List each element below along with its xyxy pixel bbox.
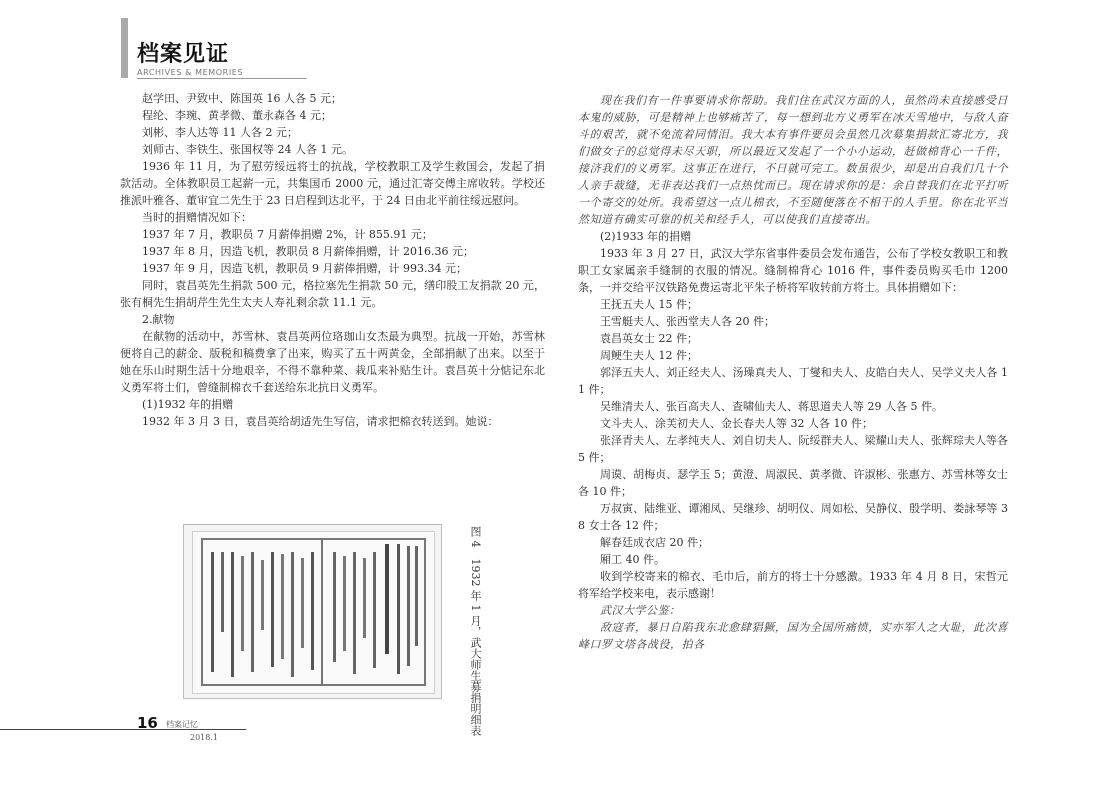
paragraph: 1937 年 8 月，因造飞机，教职员 8 月薪俸捐赠，计 2016.36 元； [142, 245, 474, 258]
paragraph: 1937 年 9 月，因造飞机，教职员 9 月薪俸捐赠，计 993.34 元； [142, 262, 467, 275]
section-title: 档案见证 [137, 41, 230, 67]
paragraph: 赵学田、尹致中、陈国英 16 人各 5 元； [142, 92, 342, 105]
paragraph: 程纶、李琬、黄孝微、董永森各 4 元； [142, 109, 332, 122]
paragraph: 万叔寅、陆维亚、谭湘凤、吴继珍、胡明仪、周如松、吴静仪、殷学明、娄詠琴等 38 女士各 12 件； [578, 502, 1008, 532]
footer-rule [0, 729, 246, 730]
paragraph: 周鲠生夫人 12 件； [600, 349, 698, 362]
paragraph: 文斗夫人、涂芙初夫人、金长春夫人等 32 人各 10 件； [600, 417, 873, 430]
paragraph: 郭泽五夫人、刘正经夫人、汤璪真夫人、丁燮和夫人、皮皓白夫人、吴学义夫人各 11 件； [578, 366, 1008, 396]
quoted-paragraph: 武汉大学公鉴： [600, 604, 681, 617]
paragraph: 吴维清夫人、张百高夫人、查啸仙夫人、蒋思道夫人等 29 人各 5 件。 [600, 400, 943, 413]
paragraph: 同时，袁昌英先生捐款 500 元，格拉塞先生捐款 50 元，缮印股工友捐款 20 元，张有桐先生捐胡芹生先生太夫人寿礼剩余款 11.1 元。 [120, 279, 545, 309]
paragraph: 刘彬、李人达等 11 人各 2 元； [142, 126, 298, 139]
quoted-paragraph: 现在我们有一件事要请求你帮助。我们住在武汉方面的人，虽然尚未直接感受日本鬼的威胁，可是精神上也够痛苦了，每一想到北方义勇军在冰天雪地中，与敌人奋斗的艰苦，就不免流着同情泪。我大本有事件要员会虽然几次募集捐款汇寄北方，我们做女子的总觉得未尽天职，所以最近又发起了一个小小运动，赶做棉背心一千件，接济我们的义勇军。这事正在进行，不日就可完工。数虽很少，却是出自我们几十个人亲手裁缝，无非表达我们一点热忱而已。现在请求你的是：余自替我们在北平打听一个寄交的处所。我希望这一点儿棉衣，不至随便落在不相干的人手里。你在北平当然知道有确实可靠的机关和经手人，可以使我们直接寄出。 [578, 94, 1008, 226]
paragraph: 在献物的活动中，苏雪林、袁昌英两位珞珈山女杰最为典型。抗战一开始，苏雪林便将自己的薪金、版税和稿费拿了出来，购买了五十两黄金，全部捐献了出来。以至于她在乐山时期生活十分地艰辛，不得不靠种菜、栽瓜来补贴生计。袁昌英十分惦记东北义勇军将士们，曾缝制棉衣千套送给东北抗日义勇军。 [120, 330, 545, 394]
quoted-paragraph: 敌寇者，暴日自陷我东北愈肆猖獗，国为全国所痛愤，实亦军人之大耻，此次喜峰口罗文塔各战役，拍各 [578, 621, 1008, 651]
paragraph: 收到学校寄来的棉衣、毛巾后，前方的将士十分感激。1933 年 4 月 8 日，宋哲元将军给学校来电，表示感谢！ [578, 570, 1008, 600]
paragraph: 刘师古、李铁生、张国权等 24 人各 1 元。 [142, 143, 353, 156]
paragraph: 1937 年 7 月，教职员 7 月薪俸捐赠 2%，计 855.91 元； [142, 228, 433, 241]
paragraph: 王雪艇夫人、张西堂夫人各 20 件； [600, 315, 775, 328]
paragraph: 1933 年 3 月 27 日，武汉大学东省事件委员会发布通告，公布了学校女教职工和教职工女家属亲手缝制的衣服的情况。缝制棉背心 1016 件，事件委员购买毛巾 1200 条，一并交给平汉铁路免费运寄北平朱子桥将军收转前方将士。具体捐赠如下： [578, 247, 1008, 294]
paragraph: 王抚五夫人 15 件； [600, 298, 698, 311]
paragraph: 1936 年 11 月，为了慰劳绥远将士的抗战，学校教职工及学生救国会，发起了捐款活动。全体教职员工起薪一元，共集国币 2000 元，通过汇寄交傅主席收转。学校还推派叶雅各、董审宜二先生于 23 日启程到达北平，于 24 日由北平前往绥远慰问。 [120, 160, 545, 207]
right-column [578, 92, 1008, 653]
paragraph: 周谟、胡梅贞、瑟学玉 5；黄澄、周淑民、黄孝微、许淑彬、张惠方、苏雪林等女士各 10 件； [578, 468, 1008, 498]
header-accent-bar [121, 18, 128, 78]
left-column [120, 90, 545, 430]
figure-caption: 图 4 1932 年 1 月，武大师生募捐明细表 [469, 526, 482, 736]
paragraph: 2.献物 [142, 313, 175, 326]
scanned-document-figure [183, 524, 442, 699]
paragraph: 厢工 40 件。 [600, 553, 665, 566]
paragraph: 解春廷成衣店 20 件； [600, 536, 709, 549]
figure-document-page [192, 531, 435, 694]
page-number: 16 [137, 714, 158, 732]
paragraph: (2)1933 年的捐赠 [600, 230, 692, 243]
issue-number: 2018.1 [190, 733, 218, 742]
paragraph: 1932 年 3 月 3 日，袁昌英给胡适先生写信，请求把棉衣转送到。她说： [142, 415, 499, 428]
paragraph: 袁昌英女士 22 件； [600, 332, 698, 345]
paragraph: (1)1932 年的捐赠 [142, 398, 234, 411]
paragraph: 当时的捐赠情况如下： [142, 211, 252, 224]
paragraph: 张泽青夫人、左孝纯夫人、刘自切夫人、阮绥群夫人、梁耀山夫人、张辉琮夫人等各 5 件； [578, 434, 1008, 464]
header-rule [137, 78, 307, 79]
magazine-name: 档案记忆 [166, 720, 198, 729]
section-subtitle: ARCHIVES & MEMORIES [137, 68, 244, 77]
